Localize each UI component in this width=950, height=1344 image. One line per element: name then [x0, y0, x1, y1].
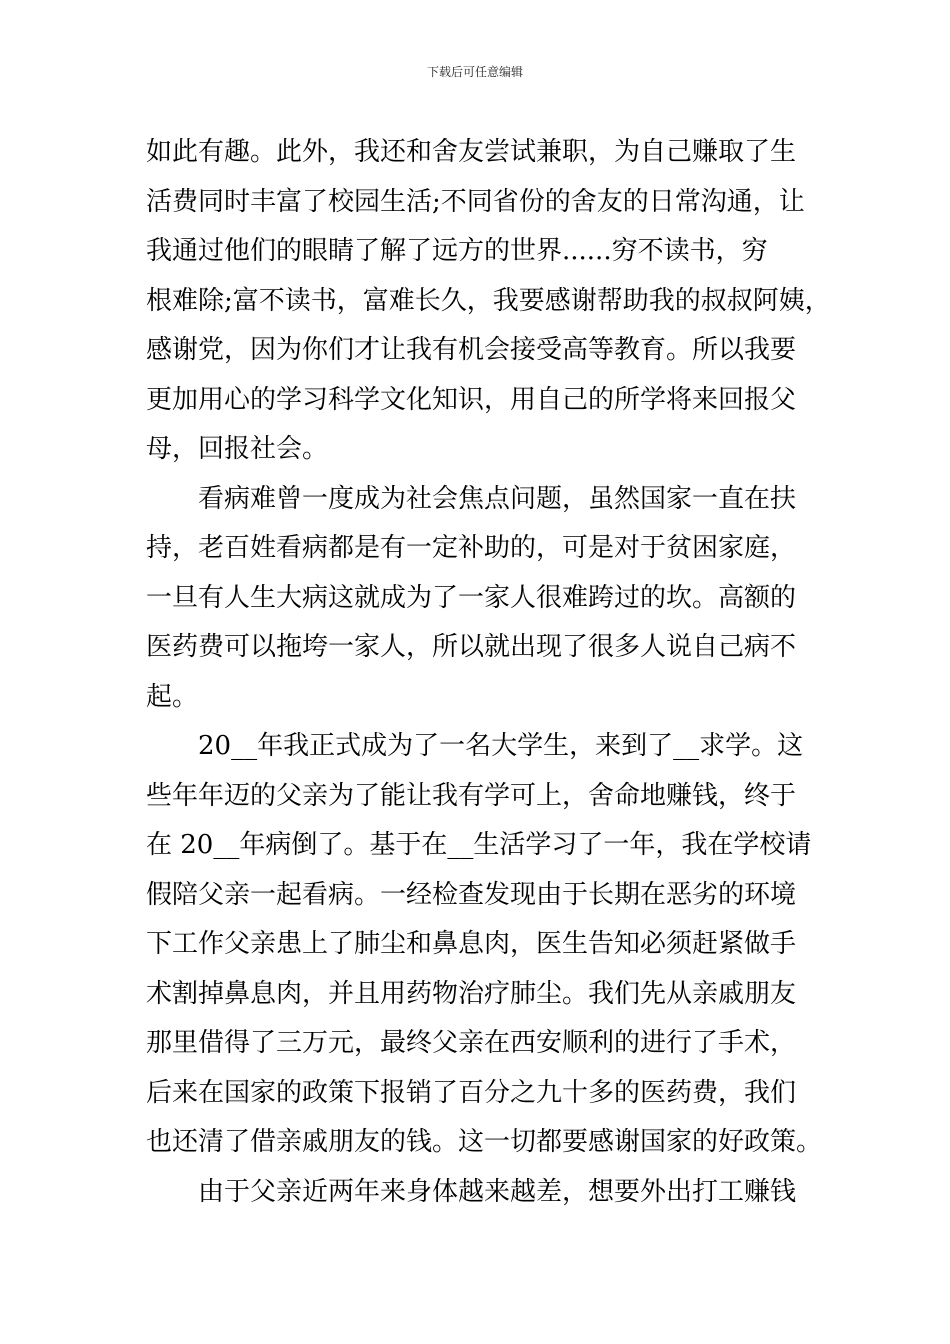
text-line: 由于父亲近两年来身体越来越差，想要外出打工赚钱 [198, 1176, 797, 1207]
text-line: 20__年我正式成为了一名大学生，来到了__求学。这 [198, 731, 804, 761]
text-line: 在 20__年病倒了。基于在__生活学习了一年，我在学校请 [146, 830, 812, 860]
paragraph-4 [146, 1168, 811, 1218]
text-line: 那里借得了三万元，最终父亲在西安顺利的进行了手术， [146, 1028, 797, 1058]
text-line: 医药费可以拖垮一家人，所以就出现了很多人说自己病不 [146, 632, 797, 662]
paragraph-3 [146, 722, 823, 1168]
text-line: 些年年迈的父亲为了能让我有学可上，舍命地赚钱，终于 [146, 780, 797, 811]
text-line: 术割掉鼻息肉，并且用药物治疗肺尘。我们先从亲戚朋友 [146, 978, 797, 1009]
text-line: 看病难曾一度成为社会焦点问题，虽然国家一直在扶 [198, 483, 797, 514]
text-line: 后来在国家的政策下报销了百分之九十多的医药费，我们 [146, 1077, 797, 1108]
paragraph-1 [146, 128, 831, 475]
text-line: 也还清了借亲戚朋友的钱。这一切都要感谢国家的好政策。 [146, 1127, 823, 1157]
text-line: 如此有趣。此外，我还和舍友尝试兼职，为自己赚取了生 [146, 137, 797, 167]
text-line: 更加用心的学习科学文化知识，用自己的所学将来回报父 [146, 384, 797, 415]
text-line: 我通过他们的眼睛了解了远方的世界......穷不读书，穷 [146, 236, 768, 266]
text-line: 一旦有人生大病这就成为了一家人很难跨过的坎。高额的 [146, 582, 797, 613]
text-line: 假陪父亲一起看病。一经检查发现由于长期在恶劣的环境 [146, 879, 797, 910]
text-line: 持，老百姓看病都是有一定补助的，可是对于贫困家庭， [146, 533, 797, 563]
text-line: 起。 [146, 681, 199, 712]
page-header: 下载后可任意编辑 [426, 65, 523, 79]
text-line: 活费同时丰富了校园生活;不同省份的舍友的日常沟通，让 [146, 186, 805, 217]
document-body [146, 128, 831, 1217]
text-line: 下工作父亲患上了肺尘和鼻息肉，医生告知必须赶紧做手 [146, 929, 797, 959]
paragraph-2 [146, 475, 811, 723]
text-line: 根难除;富不读书，富难长久，我要感谢帮助我的叔叔阿姨， [146, 285, 831, 316]
text-line: 母，回报社会。 [146, 434, 329, 464]
text-line: 感谢党，因为你们才让我有机会接受高等教育。所以我要 [146, 335, 797, 365]
